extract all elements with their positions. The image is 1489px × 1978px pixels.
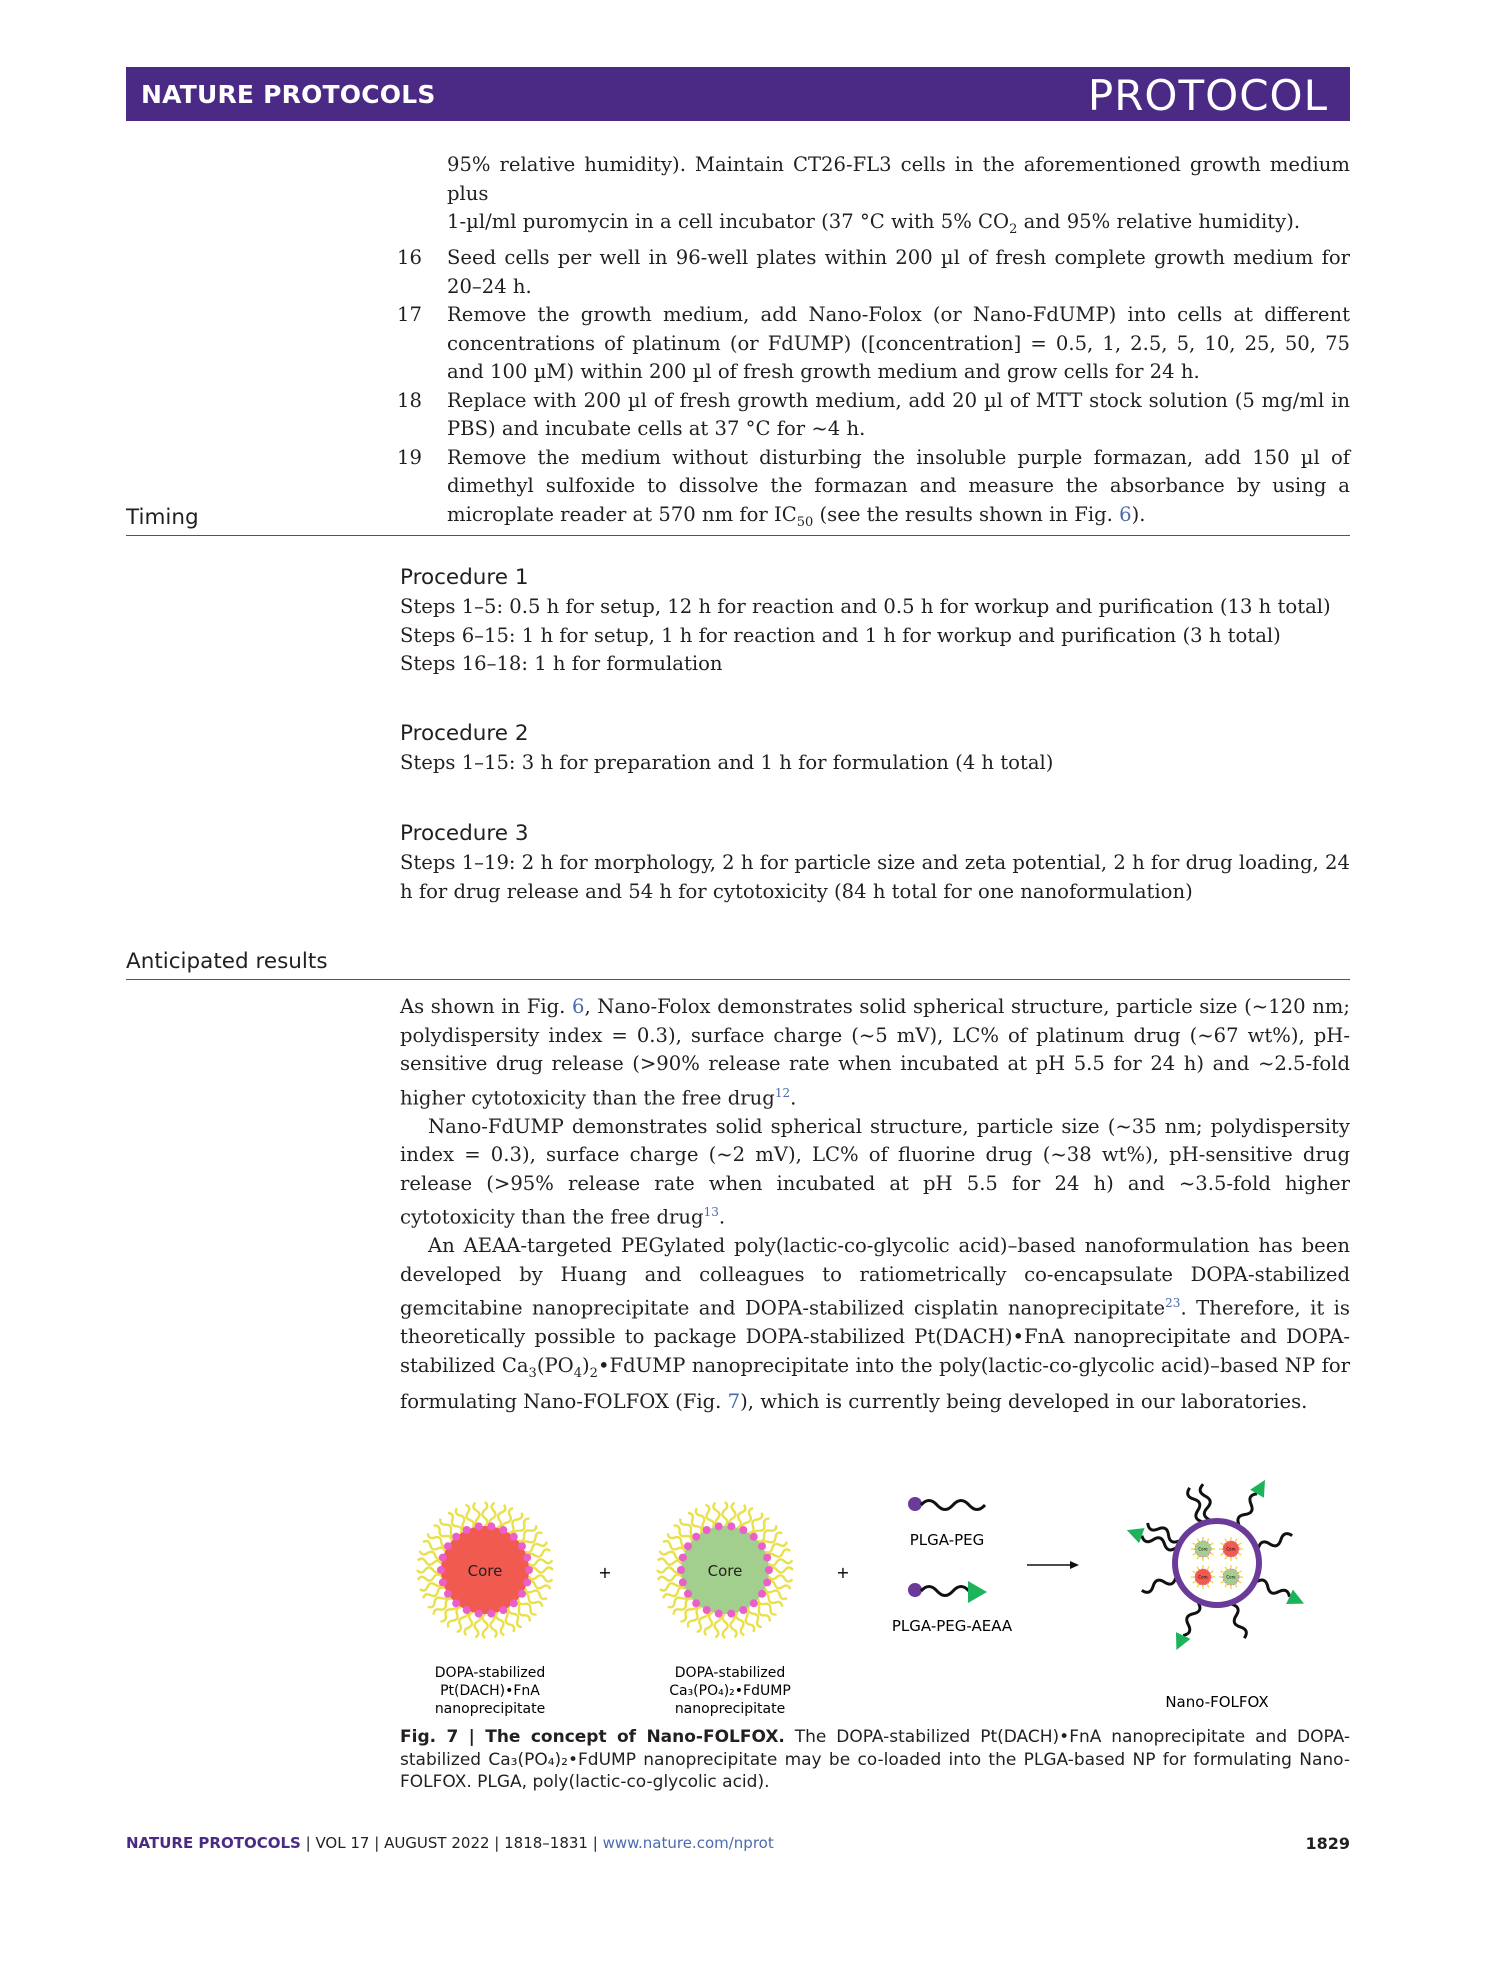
caption-label: Fig. 7 | The concept of Nano-FOLFOX. [400, 1727, 785, 1747]
lipid-head-dot [439, 1578, 447, 1586]
page-footer: NATURE PROTOCOLS | VOL 17 | AUGUST 2022 | 1818–1831 | www.nature.com/nprot 1829 [126, 1834, 1350, 1853]
lipid-tail [483, 1614, 488, 1638]
plga-peg-label: PLGA-PEG [909, 1531, 985, 1549]
lipid-head-dot [679, 1578, 687, 1586]
timing-line: Steps 1–15: 3 h for preparation and 1 h for formulation (4 h total) [400, 751, 1054, 774]
lipid-head-dot [487, 1522, 495, 1530]
lipid-tail [528, 1558, 552, 1566]
aeaa-ligand-triangle [1124, 1523, 1145, 1544]
lipid-head-dot [763, 1554, 771, 1562]
step-number: 16 [397, 246, 422, 270]
lipid-head-dot [487, 1610, 495, 1618]
lipid-head-dot [510, 1533, 518, 1541]
reference-23-link[interactable]: 23 [1165, 1296, 1181, 1311]
pt-dach-fna-nanoprecipitate [417, 1502, 553, 1638]
figure-7-schematic [395, 1445, 1355, 1720]
reaction-arrow-icon [1027, 1561, 1079, 1569]
lipid-head-dot [765, 1566, 773, 1574]
lipid-head-dot [510, 1599, 518, 1607]
anticipated-results-heading: Anticipated results [126, 949, 1350, 980]
lipid-head-dot [475, 1522, 483, 1530]
procedure-1-body [400, 593, 1350, 679]
peg-chain [1140, 1574, 1177, 1594]
step-15-line2-end: and 95% relative humidity). [1017, 210, 1301, 233]
caption-text: The DOPA-stabilized Pt(DACH)•FnA nanoprecipitate and DOPA-stabilized Ca₃(PO₄)₂•FdUMP nanoprecipitate may be co-loaded into the PLGA-based NP for formulating Nano-FOLFOX. PLGA, poly(lactic-co-glycolic acid). [400, 1727, 1351, 1792]
lipid-head-dot [679, 1554, 687, 1562]
lipid-head-dot [518, 1542, 526, 1550]
mini-core-label: Core [1226, 1574, 1236, 1580]
figure-7-caption [400, 1726, 1350, 1794]
nano-folfox-particle [1124, 1476, 1307, 1654]
peg-chain [1228, 1603, 1248, 1640]
lipid-head-dot [452, 1533, 460, 1541]
lipid-head-dot [703, 1526, 711, 1534]
step-text-end: ). [1131, 502, 1146, 526]
step-15-line1: 95% relative humidity). Maintain CT26-FL3 cells in the aforementioned growth medium plus [447, 153, 1350, 205]
step-text: Remove the growth medium, add Nano-Folox (or Nano-FdUMP) into cells at different concentrations of platinum (or FdUMP) ([concentration] = 0.5, 1, 2.5, 5, 10, 25, 50, 75 and 100 µM) within 200 µl of fresh growth medium and grow cells for 24 h. [447, 303, 1350, 384]
timing-heading: Timing [126, 505, 1350, 536]
results-paragraph-1: As shown in Fig. 6, Nano-Folox demonstrates solid spherical structure, particle size (~120 nm; polydispersity index = 0.3), surface charge (~5 mV), LC% of platinum drug (~67 wt%), pH-sensitive drug release (>90% release rate when incubated at pH 5.5 for 24 h) and ~2.5-fold higher cytotoxicity than the free drug$^{12}$. [400, 995, 1350, 1110]
nano-folfox-label: Nano-FOLFOX [1165, 1693, 1269, 1711]
np2-label-line1: DOPA-stabilized [674, 1665, 786, 1681]
lipid-tail [482, 1502, 487, 1526]
lipid-head-dot [739, 1526, 747, 1534]
lipid-tail [657, 1574, 681, 1582]
lipid-head-dot [437, 1566, 445, 1574]
lipid-head-dot [684, 1542, 692, 1550]
results-body [400, 993, 1350, 1417]
plus-sign: + [836, 1563, 850, 1582]
peg-chain [1169, 1599, 1205, 1653]
lipid-head-dot [692, 1533, 700, 1541]
procedure-steps [394, 151, 1350, 537]
plga-peg-aeaa-polymer [908, 1581, 987, 1603]
footer-url[interactable]: www.nature.com/nprot [602, 1834, 774, 1852]
lipid-head-dot [727, 1610, 735, 1618]
step-text: Seed cells per well in 96-well plates within 200 µl of fresh complete growth medium for 20–24 h. [447, 246, 1350, 298]
peg-chain [1257, 1532, 1294, 1552]
journal-banner [126, 67, 1350, 121]
timing-line: Steps 1–5: 0.5 h for setup, 12 h for reaction and 0.5 h for workup and purification (13 h total) [400, 595, 1331, 618]
lipid-head-dot [439, 1554, 447, 1562]
procedure-1-title: Procedure 1 [400, 565, 529, 590]
np2-label-line2: Ca₃(PO₄)₂•FdUMP [669, 1683, 791, 1699]
step-text-cont: (see the results shown in Fig. [813, 502, 1120, 526]
peg-chain [1186, 1486, 1206, 1523]
lipid-head-dot [715, 1522, 723, 1530]
plga-peg-polymer [908, 1497, 985, 1511]
footer-pages: 1818–1831 [504, 1834, 588, 1852]
lipid-head-dot [758, 1542, 766, 1550]
co2-subscript: 2 [1009, 221, 1018, 237]
step-text: Replace with 200 µl of fresh growth medium, add 20 µl of MTT stock solution (5 mg/ml in PBS) and incubate cells at 37 °C for ~4 h. [447, 388, 1350, 441]
step-15-continuation [394, 151, 1350, 244]
fig-6-link[interactable]: 6 [572, 995, 585, 1018]
lipid-head-dot [677, 1566, 685, 1574]
footer-volume: VOL 17 [315, 1834, 370, 1852]
step-number: 18 [397, 388, 422, 412]
lipid-tail [723, 1614, 728, 1638]
lipid-head-dot [692, 1599, 700, 1607]
mini-core-label: Core [1198, 1574, 1208, 1580]
article-type: PROTOCOL [1087, 71, 1328, 120]
lipid-head-dot [463, 1526, 471, 1534]
np1-label-line3: nanoprecipitate [434, 1701, 546, 1717]
mini-core-label: Core [1226, 1546, 1236, 1552]
step-15-line2: 1-µl/ml puromycin in a cell incubator (37 °C with 5% CO [447, 210, 1010, 233]
lipid-head-dot [523, 1554, 531, 1562]
peg-chain [1199, 1484, 1213, 1521]
lipid-head-dot [444, 1590, 452, 1598]
plga-shell [1175, 1521, 1259, 1605]
lipid-head-dot [452, 1599, 460, 1607]
procedure-3-title: Procedure 3 [400, 821, 529, 846]
lipid-head-dot [727, 1522, 735, 1530]
fig-7-link[interactable]: 7 [727, 1390, 741, 1413]
footer-date: AUGUST 2022 [384, 1834, 490, 1852]
lipid-tail [417, 1574, 441, 1582]
lipid-head-dot [758, 1590, 766, 1598]
lipid-head-dot [444, 1542, 452, 1550]
peg-chain [1253, 1574, 1307, 1610]
timing-line: Steps 16–18: 1 h for formulation [400, 652, 723, 675]
lipid-head-dot [684, 1590, 692, 1598]
lipid-head-dot [750, 1599, 758, 1607]
plus-sign: + [598, 1563, 612, 1582]
lipid-head-dot [523, 1578, 531, 1586]
step-18 [394, 387, 1350, 444]
footer-journal: NATURE PROTOCOLS [126, 1834, 301, 1852]
lipid-head-dot [518, 1590, 526, 1598]
core-label: Core [707, 1562, 743, 1580]
step-number: 19 [397, 445, 422, 469]
results-paragraph-3: An AEAA-targeted PEGylated poly(lactic-co-glycolic acid)–based nanoformulation has been developed by Huang and colleagues to ratiometrically co-encapsulate DOPA-stabilized gemcitabine nanoprecipitate and DOPA-stabilized cisplatin nanoprecipitate$^{23}$. Therefore, it is theoretically possible to package DOPA-stabilized Pt(DACH)•FnA nanoprecipitate and DOPA-stabilized $Ca_3(PO_4)_2•FdUMP$ nanoprecipitate into the poly(lactic-co-glycolic acid)–based NP for formulating Nano-FOLFOX (Fig. 7), which is currently being developed in our laboratories. [400, 1234, 1350, 1413]
plga-peg-aeaa-label: PLGA-PEG-AEAA [891, 1617, 1013, 1635]
lipid-head-dot [715, 1610, 723, 1618]
fig-6-link[interactable]: 6 [1119, 502, 1132, 526]
procedure-3-body: Steps 1–19: 2 h for morphology, 2 h for particle size and zeta potential, 2 h for drug loading, 24 h for drug release and 54 h for cytotoxicity (84 h total for one nanoformulation) [400, 851, 1350, 903]
results-paragraph-2: Nano-FdUMP demonstrates solid spherical structure, particle size (~35 nm; polydispersity index = 0.3), surface charge (~2 mV), LC% of fluorine drug (~38 wt%), pH-sensitive drug release (>95% release rate when incubated at pH 5.5 for 24 h) and ~3.5-fold higher cytotoxicity than the free drug$^{13}$. [400, 1114, 1350, 1229]
mini-core-label: Core [1198, 1546, 1208, 1552]
core-label: Core [467, 1562, 503, 1580]
lipid-tail [768, 1558, 792, 1566]
step-17 [394, 301, 1350, 387]
aeaa-ligand-triangle [968, 1581, 987, 1603]
step-text: Remove the medium without disturbing the insoluble purple formazan, add 150 µl of dimethyl sulfoxide to dissolve the formazan and measure the absorbance by using a microplate reader at 570 nm for IC [447, 445, 1350, 526]
ca-phosphate-fdump-nanoprecipitate [657, 1502, 793, 1638]
lipid-head-dot [750, 1533, 758, 1541]
lipid-head-dot [463, 1606, 471, 1614]
np1-label-line1: DOPA-stabilized [434, 1665, 546, 1681]
lipid-head-dot [703, 1606, 711, 1614]
step-number: 17 [397, 303, 422, 327]
lipid-head-dot [525, 1566, 533, 1574]
timing-line: Steps 6–15: 1 h for setup, 1 h for reaction and 1 h for workup and purification (3 h total) [400, 623, 1281, 647]
lipid-tail [722, 1502, 727, 1526]
step-16 [394, 244, 1350, 301]
journal-name: NATURE PROTOCOLS [141, 80, 436, 109]
peg-chain [1232, 1476, 1272, 1529]
lipid-head-dot [499, 1526, 507, 1534]
np2-label-line3: nanoprecipitate [674, 1701, 786, 1717]
np1-label-line2: Pt(DACH)•FnA [440, 1683, 540, 1699]
lipid-head-dot [499, 1606, 507, 1614]
page-number: 1829 [1305, 1834, 1350, 1853]
lipid-head-dot [739, 1606, 747, 1614]
reference-12-link[interactable]: 12 [774, 1085, 791, 1100]
lipid-head-dot [763, 1578, 771, 1586]
reference-13-link[interactable]: 13 [703, 1205, 719, 1220]
lipid-head-dot [475, 1610, 483, 1618]
procedure-2-title: Procedure 2 [400, 721, 529, 746]
procedure-2-body [400, 749, 1350, 778]
ic50-subscript: 50 [796, 514, 814, 530]
